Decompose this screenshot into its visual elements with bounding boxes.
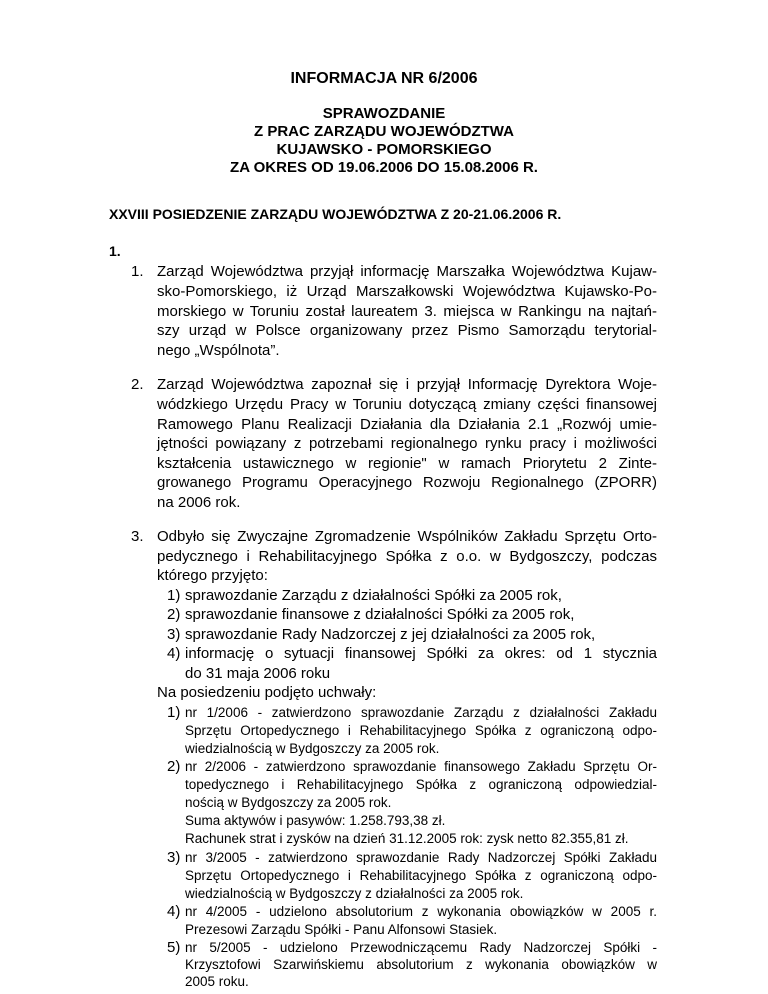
resolution-line: nr 3/2005 - zatwierdzono sprawozdanie Rady Nadzorczej Spółki Zakładu	[185, 850, 657, 865]
subitem-number: 3)	[167, 626, 181, 643]
subitem-text: sprawozdanie Zarządu z działalności Spółki za 2005 rok,	[185, 587, 562, 604]
resolution-line: Sprzętu Ortopedycznego i Rehabilitacyjnego Spółka z ograniczoną odpo-	[185, 868, 657, 883]
resolution-line: wiedzialnością w Bydgoszczy z działalności za 2005 rok.	[185, 886, 524, 901]
subtitle-line: Z PRAC ZARZĄDU WOJEWÓDZTWA	[254, 123, 514, 140]
resolution-number: 2)	[167, 758, 181, 775]
resolution-line: Rachunek strat i zysków na dzień 31.12.2005 rok: zysk netto 82.355,81 zł.	[185, 831, 629, 846]
subitem-text: informację o sytuacji finansowej Spółki za okres: od 1 stycznia	[185, 645, 657, 662]
point-line: sko-Pomorskiego, iż Urząd Marszałkowski Województwa Kujawsko-Po-	[157, 283, 657, 300]
resolution-line: nr 4/2005 - udzielono absolutorium z wykonania obowiązków w 2005 r.	[185, 904, 657, 919]
subitem-text: sprawozdanie finansowe z działalności Spółki za 2005 rok,	[185, 606, 575, 623]
point-line: którego przyjęto:	[157, 567, 268, 584]
point-line: Zarząd Województwa zapoznał się i przyjął Informację Dyrektora Woje-	[157, 376, 657, 393]
resolution-number: 3)	[167, 849, 181, 866]
point-line: Zarząd Województwa przyjął informację Marszałka Województwa Kujaw-	[157, 263, 657, 280]
point-line: growanego Programu Operacyjnego Rozwoju Regionalnego (ZPORR)	[157, 474, 657, 491]
point-line: na 2006 rok.	[157, 494, 241, 511]
subitem-number: 1)	[167, 587, 181, 604]
point-line: morskiego w Toruniu został laureatem 3. miejsca w Rankingu na najtań-	[157, 303, 657, 320]
point-line: pedycznego i Rehabilitacyjnego Spółka z o.o. w Bydgoszczy, podczas	[157, 548, 657, 565]
resolution-line: Sprzętu Ortopedycznego i Rehabilitacyjnego Spółka z ograniczoną odpo-	[185, 723, 657, 738]
point-number: 1.	[131, 263, 144, 280]
subtitle-line: ZA OKRES OD 19.06.2006 DO 15.08.2006 R.	[230, 159, 538, 176]
resolution-line: nr 2/2006 - zatwierdzono sprawozdanie finansowego Zakładu Sprzętu Or-	[185, 759, 657, 774]
subtitle-line: SPRAWOZDANIE	[322, 105, 446, 122]
resolution-line: nr 1/2006 - zatwierdzono sprawozdanie Zarządu z działalności Zakładu	[185, 705, 657, 720]
subitem-text: sprawozdanie Rady Nadzorczej z jej działalności za 2005 rok,	[185, 626, 596, 643]
resolution-line: Prezesowi Zarządu Spółki - Panu Alfonsowi Stasiek.	[185, 922, 498, 937]
document-heading: INFORMACJA NR 6/2006	[290, 70, 478, 87]
point-line: Odbyło się Zwyczajne Zgromadzenie Wspólników Zakładu Sprzętu Orto-	[157, 528, 657, 545]
section-number: 1.	[109, 243, 121, 259]
point-number: 2.	[131, 376, 144, 393]
resolution-line: topedycznego i Rehabilitacyjnego Spółka z ograniczoną odpowiedzial-	[185, 777, 657, 792]
subitem-text: do 31 maja 2006 roku	[185, 665, 331, 682]
section-title: XXVIII POSIEDZENIE ZARZĄDU WOJEWÓDZTWA Z 20-21.06.2006 R.	[109, 206, 562, 222]
resolution-line: Krzysztofowi Szarwińskiemu absolutorium z wykonania obowiązków w	[185, 957, 657, 972]
point-line: jętności powiązany z potrzebami regionalnego rynku pracy i możliwości	[157, 435, 657, 452]
resolution-number: 4)	[167, 903, 181, 920]
point-line: kształcenia ustawicznego w regionie" w ramach Priorytetu 2 Zinte-	[157, 455, 657, 472]
point-line: nego „Wspólnota”.	[157, 342, 280, 359]
resolution-number: 1)	[167, 704, 181, 721]
point-line: szy urząd w Polsce organizowany przez Pismo Samorządu terytorial-	[157, 322, 657, 339]
resolution-line: 2005 roku.	[185, 974, 249, 989]
point-line: Ramowego Planu Realizacji Działania dla Działania 2.1 „Rozwój umie-	[157, 416, 657, 433]
subtitle-line: KUJAWSKO - POMORSKIEGO	[276, 141, 492, 158]
resolution-line: wiedzialnością w Bydgoszczy za 2005 rok.	[185, 741, 440, 756]
point-number: 3.	[131, 528, 144, 545]
resolution-number: 5)	[167, 939, 181, 956]
subitem-number: 2)	[167, 606, 181, 623]
point-line: wódzkiego Urzędu Pracy w Toruniu dotyczącą zmiany części finansowej	[157, 396, 657, 413]
resolution-line: nr 5/2005 - udzielono Przewodniczącemu Rady Nadzorczej Spółki -	[185, 940, 657, 955]
resolutions-intro: Na posiedzeniu podjęto uchwały:	[157, 684, 377, 701]
subitem-number: 4)	[167, 645, 181, 662]
resolution-line: nością w Bydgoszczy za 2005 rok.	[185, 795, 392, 810]
resolution-line: Suma aktywów i pasywów: 1.258.793,38 zł.	[185, 813, 446, 828]
